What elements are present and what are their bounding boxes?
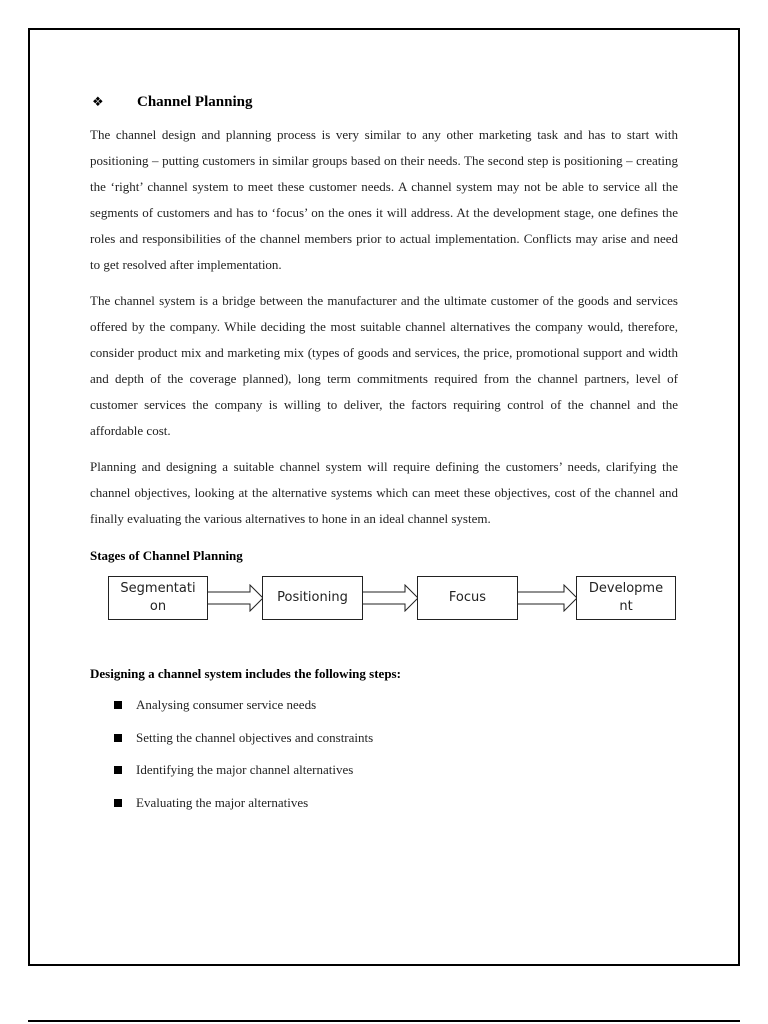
section-heading	[90, 90, 678, 114]
list-item: Analysing consumer service needs	[90, 694, 678, 716]
paragraph-3: Planning and designing a suitable channel system will require defining the customers’ needs, clarifying the channel objectives, looking at the alternative systems which can meet these objectives, cost of the channel and finally evaluating the various alternatives to hone in an ideal channel system.	[90, 459, 678, 526]
stage-box-positioning: Positioning	[262, 576, 363, 620]
arrow-icon	[518, 584, 578, 612]
stages-flowchart	[90, 574, 678, 634]
list-item: Setting the channel objectives and constraints	[90, 727, 678, 749]
list-item: Evaluating the major alternatives	[90, 792, 678, 814]
paragraph-1: The channel design and planning process is very similar to any other marketing task and has to start with positioning – putting customers in similar groups based on their needs. The second step is positioning – creating the ‘right’ channel system to meet these customer needs. A channel system may not be able to service all the segments of customers and has to ‘focus’ on the ones it will address. At the development stage, one defines the roles and responsibilities of the channel members prior to actual implementation. Conflicts may arise and need to get resolved after implementation.	[90, 127, 678, 272]
stage-box-development: Developme nt	[576, 576, 676, 620]
paragraph-2: The channel system is a bridge between the manufacturer and the ultimate customer of the goods and services offered by the company. While deciding the most suitable channel alternatives the company would, therefore, consider product mix and marketing mix (types of goods and services, the price, promotional support and width and depth of the coverage planned), long term commitments required from the channel partners, level of customer services the company is willing to deliver, the factors requiring control of the channel and the affordable cost.	[90, 293, 678, 438]
list-item: Identifying the major channel alternatives	[90, 759, 678, 781]
square-bullet-icon	[114, 799, 122, 807]
document-content	[90, 90, 678, 824]
stage-box-segmentation: Segmentati on	[108, 576, 208, 620]
stages-heading: Stages of Channel Planning	[90, 548, 243, 563]
steps-list	[90, 694, 678, 814]
diamond-bullet-icon: ❖	[92, 94, 104, 110]
section-title: Channel Planning	[137, 93, 253, 110]
steps-heading: Designing a channel system includes the following steps:	[90, 666, 401, 681]
stage-box-focus: Focus	[417, 576, 518, 620]
next-page-top-border	[28, 1020, 740, 1022]
arrow-icon	[208, 584, 264, 612]
square-bullet-icon	[114, 766, 122, 774]
square-bullet-icon	[114, 701, 122, 709]
arrow-icon	[363, 584, 419, 612]
square-bullet-icon	[114, 734, 122, 742]
